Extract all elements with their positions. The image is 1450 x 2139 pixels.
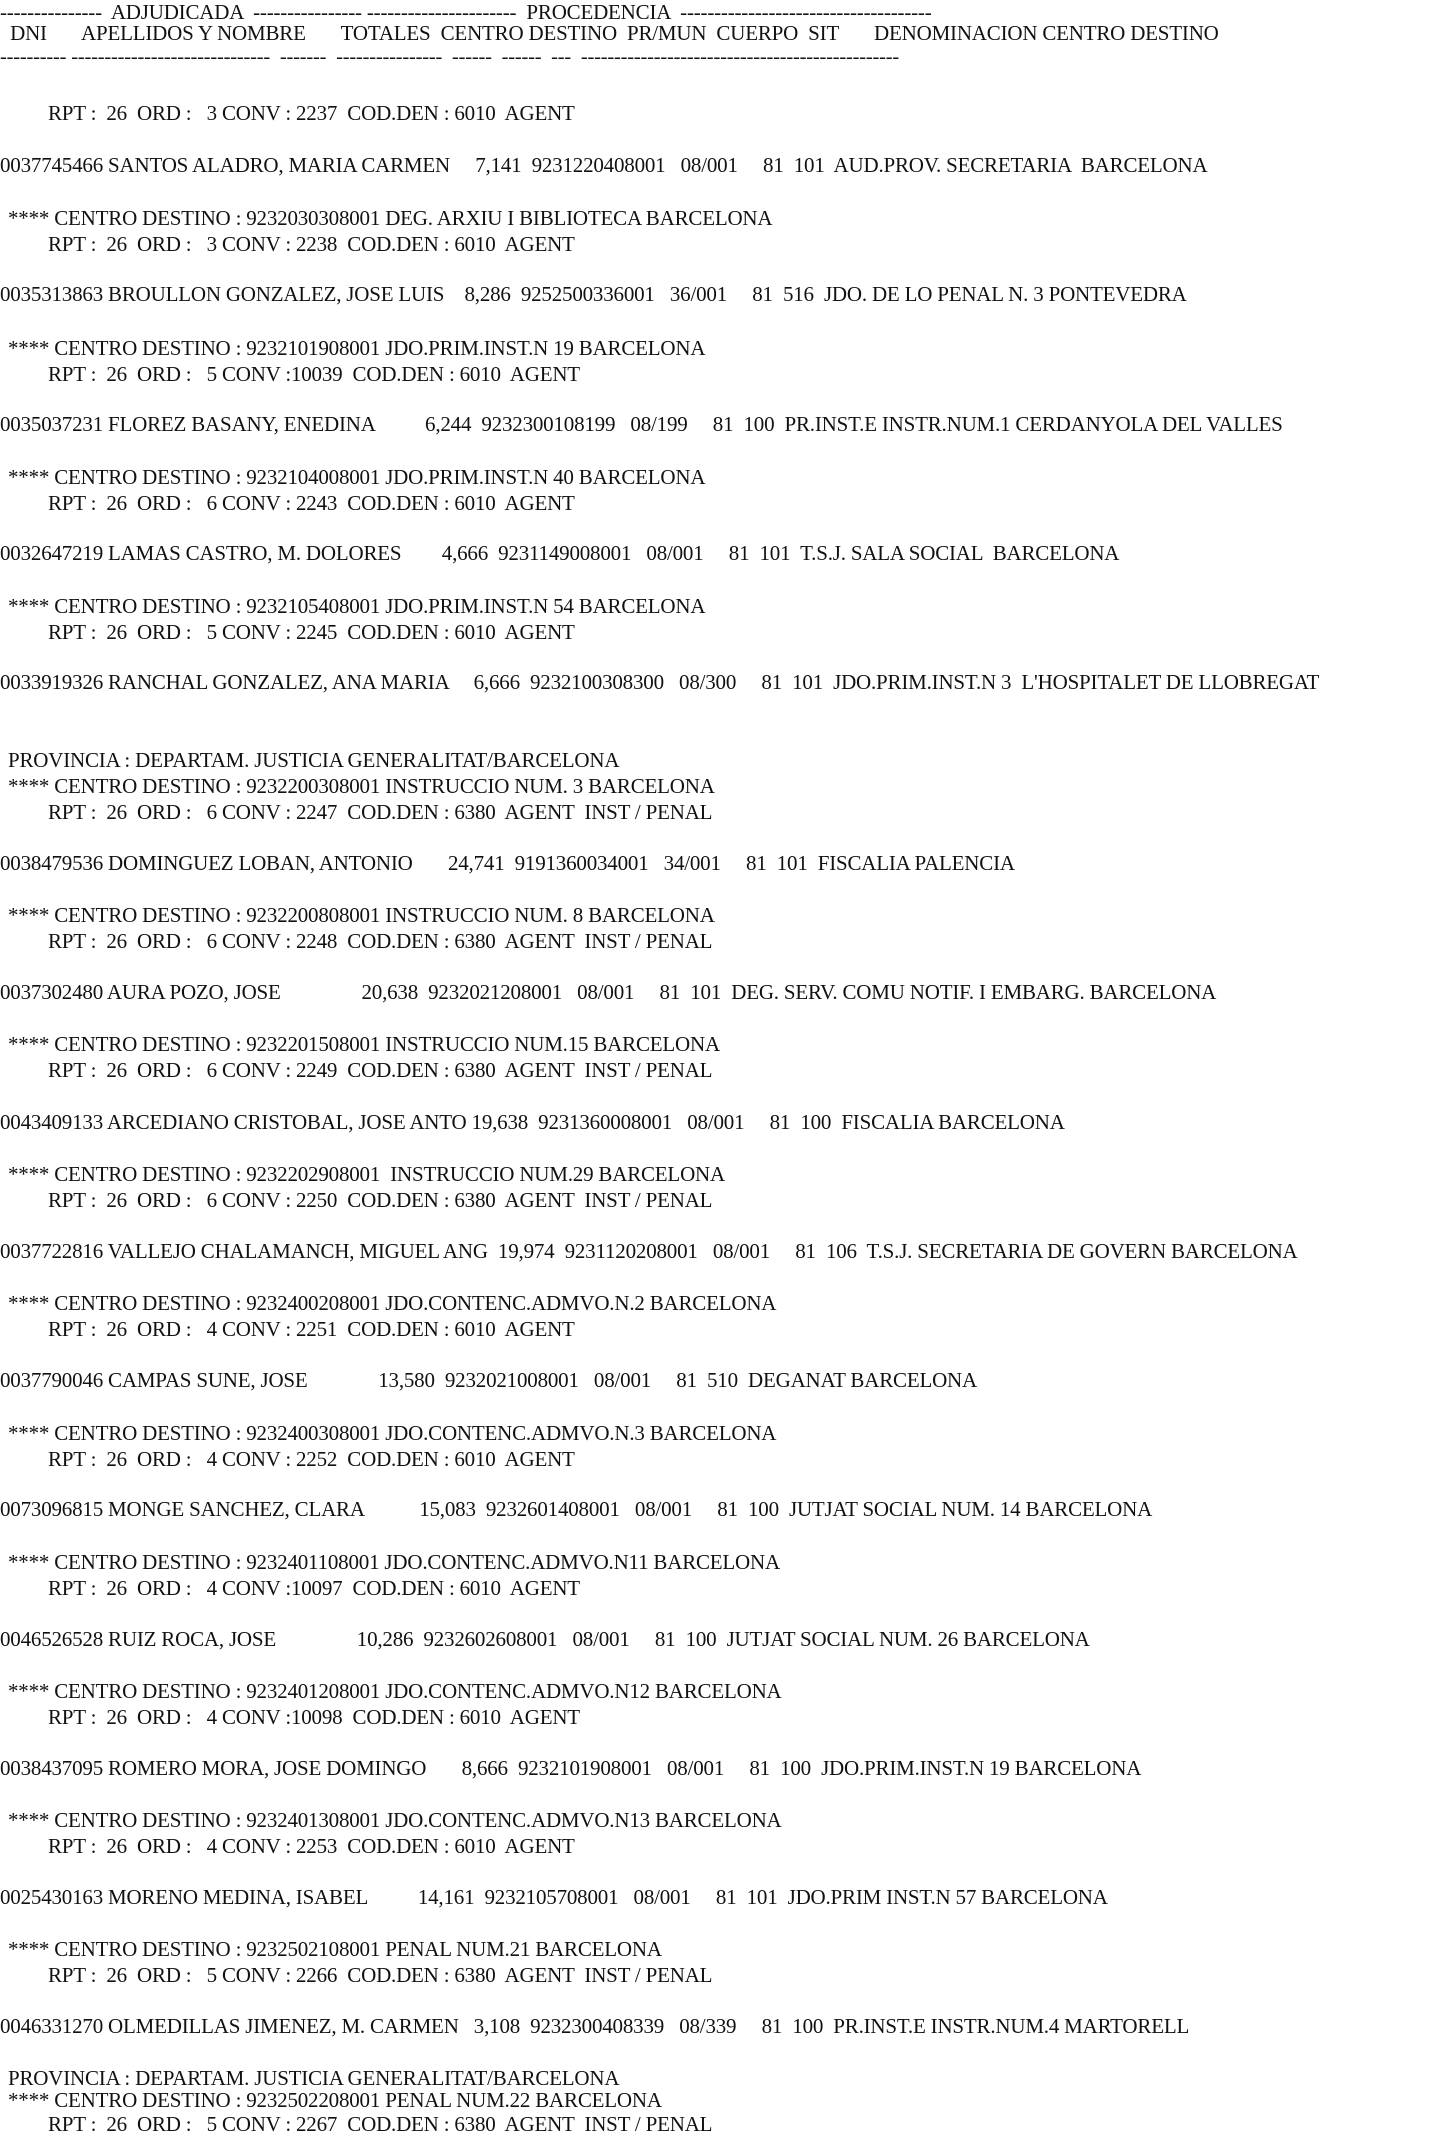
person-line: 0037722816 VALLEJO CHALAMANCH, MIGUEL ANG 19,974 9231120208001 08/001 81 106 T.S.J. SECRETARIA DE GOVERN BARCELONA bbox=[0, 1239, 1298, 1263]
person-line: 0038437095 ROMERO MORA, JOSE DOMINGO 8,666 9232101908001 08/001 81 100 JDO.PRIM.INST.N 19 BARCELONA bbox=[0, 1756, 1142, 1780]
person-line: 0035037231 FLOREZ BASANY, ENEDINA 6,244 9232300108199 08/199 81 100 PR.INST.E INSTR.NUM.1 CERDANYOLA DEL VALLES bbox=[0, 412, 1283, 436]
rpt-line: RPT : 26 ORD : 3 CONV : 2238 COD.DEN : 6010 AGENT bbox=[48, 232, 575, 256]
provincia-line: PROVINCIA : DEPARTAM. JUSTICIA GENERALITAT/BARCELONA bbox=[8, 748, 620, 772]
person-line: 0033919326 RANCHAL GONZALEZ, ANA MARIA 6,666 9232100308300 08/300 81 101 JDO.PRIM.INST.N 3 L'HOSPITALET DE LLOBREGAT bbox=[0, 670, 1320, 694]
rpt-line: RPT : 26 ORD : 6 CONV : 2247 COD.DEN : 6380 AGENT INST / PENAL bbox=[48, 800, 713, 824]
person-line: 0046331270 OLMEDILLAS JIMENEZ, M. CARMEN 3,108 9232300408339 08/339 81 100 PR.INST.E INSTR.NUM.4 MARTORELL bbox=[0, 2014, 1190, 2038]
person-line: 0037790046 CAMPAS SUNE, JOSE 13,580 9232021008001 08/001 81 510 DEGANAT BARCELONA bbox=[0, 1368, 977, 1392]
rpt-line: RPT : 26 ORD : 6 CONV : 2249 COD.DEN : 6380 AGENT INST / PENAL bbox=[48, 1058, 713, 1082]
centro-destino-line: **** CENTRO DESTINO : 9232200308001 INSTRUCCIO NUM. 3 BARCELONA bbox=[8, 774, 715, 798]
rpt-line: RPT : 26 ORD : 5 CONV : 2245 COD.DEN : 6010 AGENT bbox=[48, 620, 575, 644]
provincia-line: PROVINCIA : DEPARTAM. JUSTICIA GENERALITAT/BARCELONA bbox=[8, 2066, 620, 2090]
rpt-line: RPT : 26 ORD : 4 CONV : 2253 COD.DEN : 6010 AGENT bbox=[48, 1834, 575, 1858]
centro-destino-line: **** CENTRO DESTINO : 9232202908001 INSTRUCCIO NUM.29 BARCELONA bbox=[8, 1162, 725, 1186]
centro-destino-line: **** CENTRO DESTINO : 9232201508001 INSTRUCCIO NUM.15 BARCELONA bbox=[8, 1032, 720, 1056]
person-line: 0046526528 RUIZ ROCA, JOSE 10,286 9232602608001 08/001 81 100 JUTJAT SOCIAL NUM. 26 BARCELONA bbox=[0, 1627, 1090, 1651]
centro-destino-line: **** CENTRO DESTINO : 9232200808001 INSTRUCCIO NUM. 8 BARCELONA bbox=[8, 903, 715, 927]
person-line: 0037302480 AURA POZO, JOSE 20,638 9232021208001 08/001 81 101 DEG. SERV. COMU NOTIF. I EMBARG. BARCELONA bbox=[0, 980, 1217, 1004]
centro-destino-line: **** CENTRO DESTINO : 9232105408001 JDO.PRIM.INST.N 54 BARCELONA bbox=[8, 594, 706, 618]
person-line: 0038479536 DOMINGUEZ LOBAN, ANTONIO 24,741 9191360034001 34/001 81 101 FISCALIA PALENCIA bbox=[0, 851, 1015, 875]
header-columns: DNI APELLIDOS Y NOMBRE TOTALES CENTRO DESTINO PR/MUN CUERPO SIT DENOMINACION CENTRO DESTINO bbox=[0, 21, 1219, 45]
person-line: 0035313863 BROULLON GONZALEZ, JOSE LUIS 8,286 9252500336001 36/001 81 516 JDO. DE LO PENAL N. 3 PONTEVEDRA bbox=[0, 282, 1187, 306]
rpt-line: RPT : 26 ORD : 4 CONV :10097 COD.DEN : 6010 AGENT bbox=[48, 1576, 580, 1600]
rpt-line: RPT : 26 ORD : 6 CONV : 2250 COD.DEN : 6380 AGENT INST / PENAL bbox=[48, 1188, 713, 1212]
rpt-line: RPT : 26 ORD : 4 CONV : 2252 COD.DEN : 6010 AGENT bbox=[48, 1447, 575, 1471]
rpt-line: RPT : 26 ORD : 5 CONV :10039 COD.DEN : 6010 AGENT bbox=[48, 362, 580, 386]
rpt-line: RPT : 26 ORD : 3 CONV : 2237 COD.DEN : 6010 AGENT bbox=[48, 101, 575, 125]
person-line: 0043409133 ARCEDIANO CRISTOBAL, JOSE ANTO 19,638 9231360008001 08/001 81 100 FISCALIA BARCELONA bbox=[0, 1110, 1065, 1134]
centro-destino-line: **** CENTRO DESTINO : 9232101908001 JDO.PRIM.INST.N 19 BARCELONA bbox=[8, 336, 706, 360]
centro-destino-line: **** CENTRO DESTINO : 9232502208001 PENAL NUM.22 BARCELONA bbox=[8, 2088, 662, 2112]
person-line: 0032647219 LAMAS CASTRO, M. DOLORES 4,666 9231149008001 08/001 81 101 T.S.J. SALA SOCIAL BARCELONA bbox=[0, 541, 1120, 565]
person-line: 0025430163 MORENO MEDINA, ISABEL 14,161 9232105708001 08/001 81 101 JDO.PRIM INST.N 57 BARCELONA bbox=[0, 1885, 1108, 1909]
centro-destino-line: **** CENTRO DESTINO : 9232400308001 JDO.CONTENC.ADMVO.N.3 BARCELONA bbox=[8, 1421, 777, 1445]
centro-destino-line: **** CENTRO DESTINO : 9232401108001 JDO.CONTENC.ADMVO.N11 BARCELONA bbox=[8, 1550, 780, 1574]
centro-destino-line: **** CENTRO DESTINO : 9232401308001 JDO.CONTENC.ADMVO.N13 BARCELONA bbox=[8, 1808, 782, 1832]
rpt-line: RPT : 26 ORD : 4 CONV : 2251 COD.DEN : 6010 AGENT bbox=[48, 1317, 575, 1341]
centro-destino-line: **** CENTRO DESTINO : 9232502108001 PENAL NUM.21 BARCELONA bbox=[8, 1937, 662, 1961]
person-line: 0037745466 SANTOS ALADRO, MARIA CARMEN 7,141 9231220408001 08/001 81 101 AUD.PROV. SECRETARIA BARCELONA bbox=[0, 153, 1208, 177]
centro-destino-line: **** CENTRO DESTINO : 9232401208001 JDO.CONTENC.ADMVO.N12 BARCELONA bbox=[8, 1679, 782, 1703]
rpt-line: RPT : 26 ORD : 6 CONV : 2248 COD.DEN : 6380 AGENT INST / PENAL bbox=[48, 929, 713, 953]
rpt-line: RPT : 26 ORD : 6 CONV : 2243 COD.DEN : 6010 AGENT bbox=[48, 491, 575, 515]
header-rule-bottom: ---------- ------------------------------ ------- ---------------- ------ ------ --- ------------------------------------------------ bbox=[0, 46, 899, 68]
centro-destino-line: **** CENTRO DESTINO : 9232030308001 DEG. ARXIU I BIBLIOTECA BARCELONA bbox=[8, 206, 773, 230]
person-line: 0073096815 MONGE SANCHEZ, CLARA 15,083 9232601408001 08/001 81 100 JUTJAT SOCIAL NUM. 14 BARCELONA bbox=[0, 1497, 1153, 1521]
rpt-line: RPT : 26 ORD : 5 CONV : 2266 COD.DEN : 6380 AGENT INST / PENAL bbox=[48, 1963, 713, 1987]
centro-destino-line: **** CENTRO DESTINO : 9232400208001 JDO.CONTENC.ADMVO.N.2 BARCELONA bbox=[8, 1291, 777, 1315]
rpt-line: RPT : 26 ORD : 4 CONV :10098 COD.DEN : 6010 AGENT bbox=[48, 1705, 580, 1729]
header-rule-top: --------------- ADJUDICADA ---------------- ---------------------- PROCEDENCIA ------------------------------------- bbox=[0, 0, 932, 24]
rpt-line: RPT : 26 ORD : 5 CONV : 2267 COD.DEN : 6380 AGENT INST / PENAL bbox=[48, 2112, 713, 2136]
centro-destino-line: **** CENTRO DESTINO : 9232104008001 JDO.PRIM.INST.N 40 BARCELONA bbox=[8, 465, 706, 489]
